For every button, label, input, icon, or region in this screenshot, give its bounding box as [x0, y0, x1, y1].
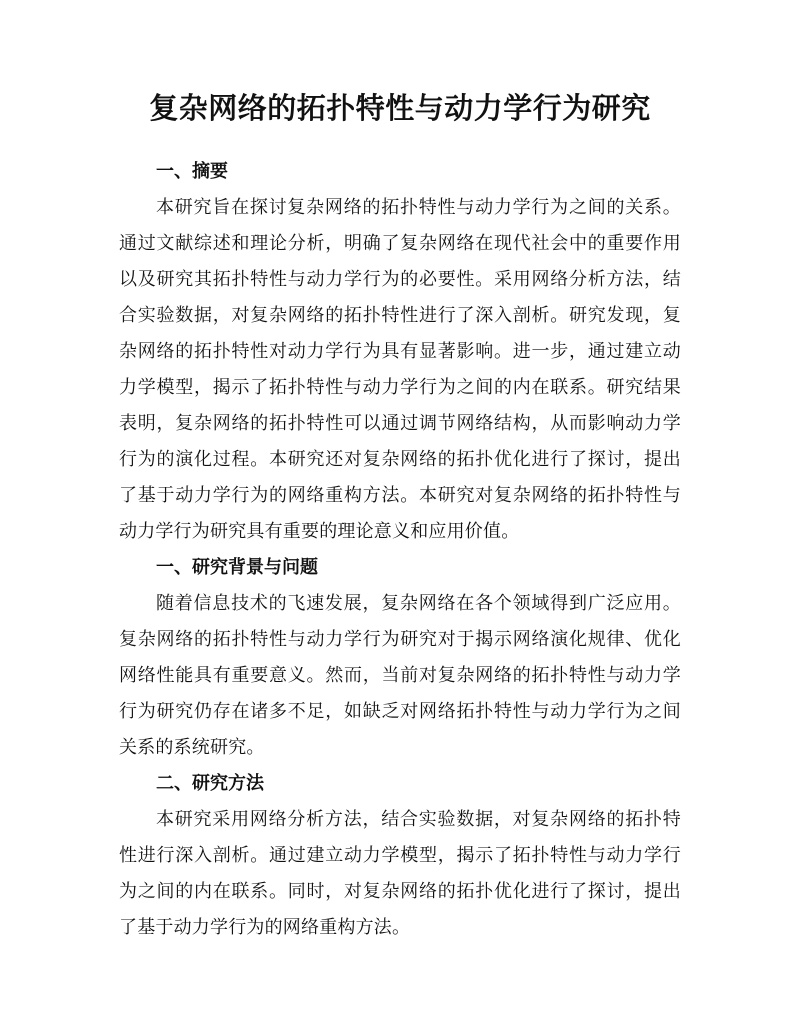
section-abstract	[119, 154, 681, 550]
section-heading-abstract: 一、摘要	[156, 161, 228, 182]
section-paragraph-background: 随着信息技术的飞速发展，复杂网络在各个领域得到广泛应用。复杂网络的拓扑特性与动力学行为研究对于揭示网络演化规律、优化网络性能具有重要意义。然而，当前对复杂网络的拓扑特性与动力学行为研究仍存在诸多不足，如缺乏对网络拓扑特性与动力学行为之间关系的系统研究。	[119, 593, 681, 758]
section-heading-methods: 二、研究方法	[156, 773, 264, 794]
section-heading-background: 一、研究背景与问题	[156, 557, 318, 578]
section-background	[119, 550, 681, 766]
section-paragraph-methods: 本研究采用网络分析方法，结合实验数据，对复杂网络的拓扑特性进行深入剖析。通过建立动力学模型，揭示了拓扑特性与动力学行为之间的内在联系。同时，对复杂网络的拓扑优化进行了探讨，提出了基于动力学行为的网络重构方法。	[119, 809, 681, 938]
section-paragraph-abstract: 本研究旨在探讨复杂网络的拓扑特性与动力学行为之间的关系。通过文献综述和理论分析，明确了复杂网络在现代社会中的重要作用以及研究其拓扑特性与动力学行为的必要性。采用网络分析方法，结合实验数据，对复杂网络的拓扑特性进行了深入剖析。研究发现，复杂网络的拓扑特性对动力学行为具有显著影响。进一步，通过建立动力学模型，揭示了拓扑特性与动力学行为之间的内在联系。研究结果表明，复杂网络的拓扑特性可以通过调节网络结构，从而影响动力学行为的演化过程。本研究还对复杂网络的拓扑优化进行了探讨，提出了基于动力学行为的网络重构方法。本研究对复杂网络的拓扑特性与动力学行为研究具有重要的理论意义和应用价值。	[119, 197, 681, 542]
section-methods	[119, 766, 681, 946]
document-title: 复杂网络的拓扑特性与动力学行为研究	[149, 91, 651, 125]
